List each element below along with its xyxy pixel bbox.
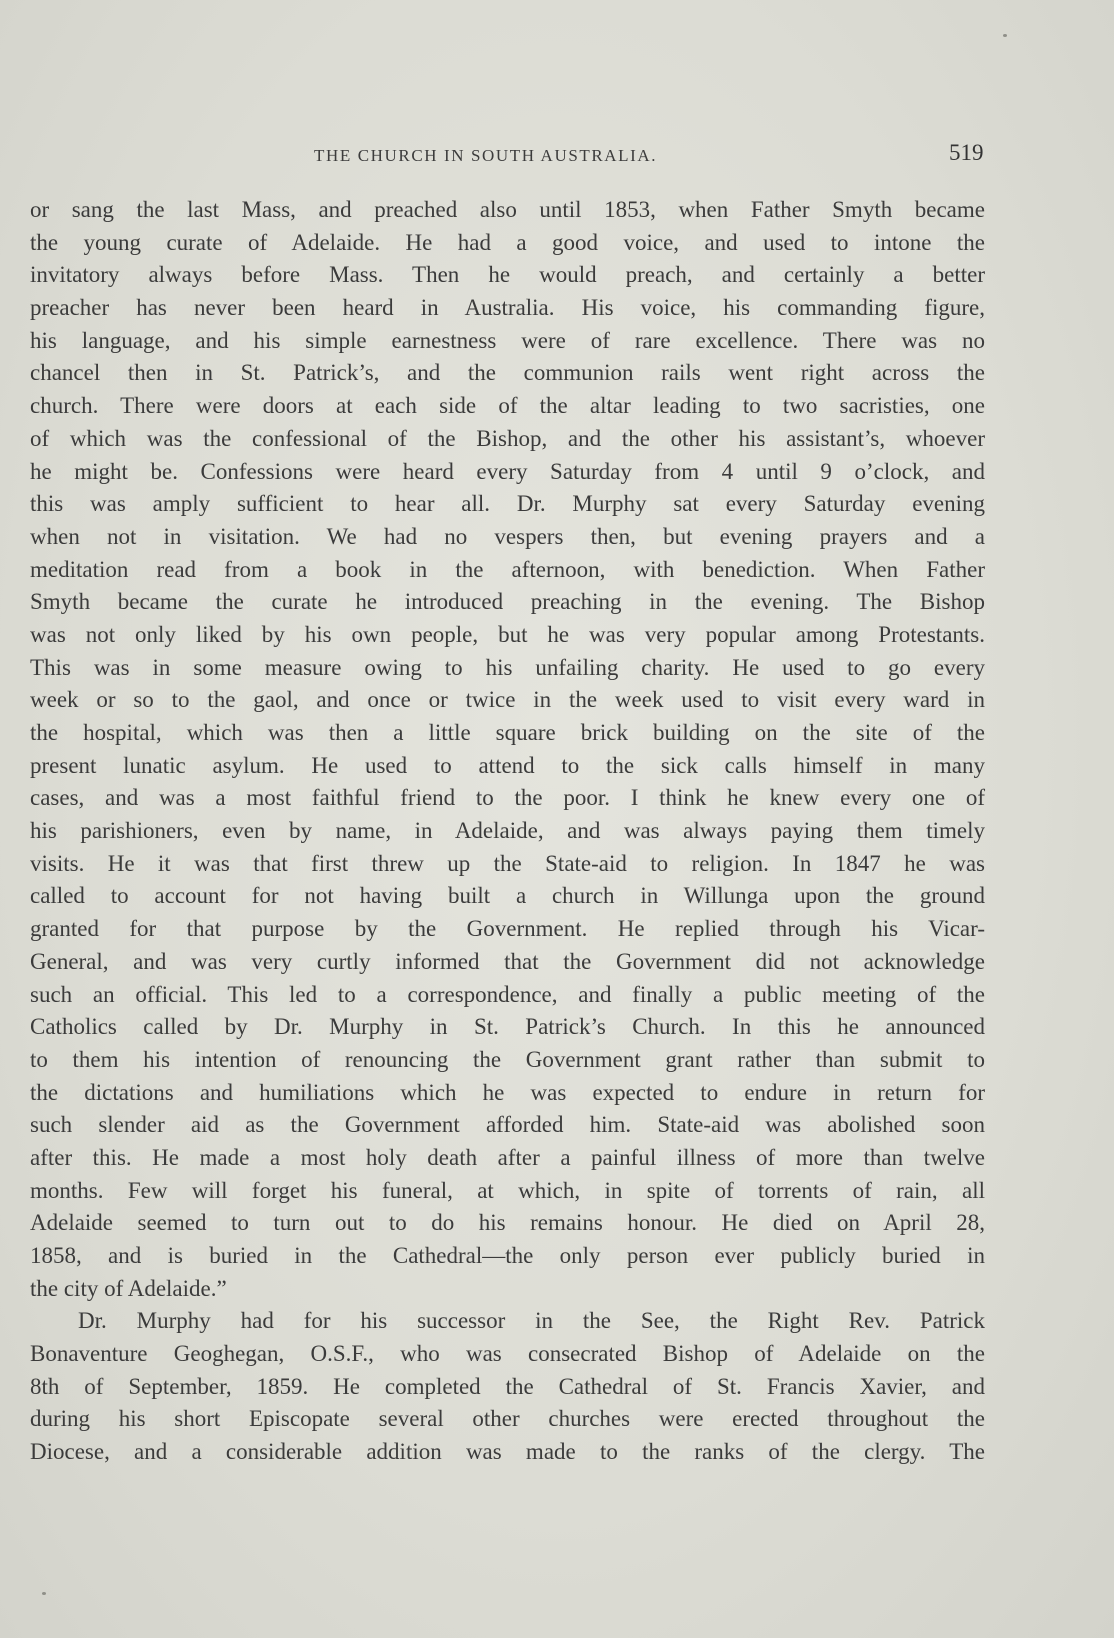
- text-line: chancel then in St. Patrick’s, and the communion rails went right across the: [30, 360, 985, 386]
- text-line: cases, and was a most faithful friend to the poor. I think he knew every one of: [30, 785, 985, 811]
- text-line: Catholics called by Dr. Murphy in St. Patrick’s Church. In this he announced: [30, 1014, 985, 1040]
- text-line: such an official. This led to a correspondence, and finally a public meeting of the: [30, 981, 985, 1007]
- body-text: [30, 194, 985, 1469]
- text-line: present lunatic asylum. He used to attend to the sick calls himself in many: [30, 752, 985, 778]
- text-line: his parishioners, even by name, in Adelaide, and was always paying them timely: [30, 818, 985, 844]
- text-line: this was amply sufficient to hear all. Dr. Murphy sat every Saturday evening: [30, 491, 985, 517]
- text-line: General, and was very curtly informed that the Government did not acknowledge: [30, 948, 985, 974]
- paper-speck: [1003, 34, 1007, 37]
- running-title: THE CHURCH IN SOUTH AUSTRALIA.: [314, 146, 658, 165]
- text-line: was not only liked by his own people, but he was very popular among Protestants.: [30, 621, 985, 647]
- text-line: his language, and his simple earnestness were of rare excellence. There was no: [30, 327, 985, 353]
- text-line: week or so to the gaol, and once or twice in the week used to visit every ward in: [30, 687, 985, 713]
- text-line: Bonaventure Geoghegan, O.S.F., who was consecrated Bishop of Adelaide on the: [30, 1341, 985, 1367]
- text-line: the hospital, which was then a little square brick building on the site of the: [30, 720, 985, 745]
- text-line: months. Few will forget his funeral, at which, in spite of torrents of rain, all: [30, 1177, 985, 1203]
- paragraph: [30, 194, 985, 1305]
- text-line: 8th of September, 1859. He completed the Cathedral of St. Francis Xavier, and: [30, 1373, 985, 1399]
- text-line: the city of Adelaide.”: [30, 1275, 227, 1301]
- text-line: Adelaide seemed to turn out to do his remains honour. He died on April 28,: [30, 1210, 985, 1236]
- text-line: after this. He made a most holy death after a painful illness of more than twelve: [30, 1144, 985, 1170]
- text-line: called to account for not having built a church in Willunga upon the ground: [30, 883, 985, 909]
- text-line: or sang the last Mass, and preached also until 1853, when Father Smyth became: [30, 197, 985, 222]
- text-line: church. There were doors at each side of the altar leading to two sacristies, one: [30, 393, 985, 419]
- text-line: granted for that purpose by the Government. He replied through his Vicar-: [30, 916, 985, 942]
- text-line: the young curate of Adelaide. He had a good voice, and used to intone the: [30, 229, 985, 255]
- text-line: preacher has never been heard in Australia. His voice, his commanding figure,: [30, 295, 985, 321]
- text-line: This was in some measure owing to his unfailing charity. He used to go every: [30, 654, 985, 680]
- running-header: [0, 140, 1114, 174]
- text-line: of which was the confessional of the Bishop, and the other his assistant’s, whoever: [30, 425, 985, 451]
- text-line: when not in visitation. We had no vespers then, but evening prayers and a: [30, 523, 985, 549]
- text-line: the dictations and humiliations which he was expected to endure in return for: [30, 1079, 985, 1105]
- text-line: Dr. Murphy had for his successor in the See, the Right Rev. Patrick: [78, 1308, 985, 1334]
- text-line: 1858, and is buried in the Cathedral—the only person ever publicly buried in: [30, 1243, 985, 1268]
- page-number: 519: [949, 140, 984, 165]
- paper-speck: [42, 1592, 46, 1595]
- text-line: meditation read from a book in the afternoon, with benediction. When Father: [30, 556, 985, 582]
- text-line: Smyth became the curate he introduced preaching in the evening. The Bishop: [30, 589, 985, 615]
- text-line: during his short Episcopate several other churches were erected throughout the: [30, 1406, 985, 1432]
- text-line: visits. He it was that first threw up the State-aid to religion. In 1847 he was: [30, 850, 985, 876]
- text-line: he might be. Confessions were heard every Saturday from 4 until 9 o’clock, and: [30, 458, 985, 484]
- text-line: to them his intention of renouncing the Government grant rather than submit to: [30, 1046, 985, 1072]
- text-line: Diocese, and a considerable addition was made to the ranks of the clergy. The: [30, 1439, 985, 1465]
- paragraph: [30, 1305, 985, 1468]
- text-line: invitatory always before Mass. Then he would preach, and certainly a better: [30, 262, 985, 288]
- text-line: such slender aid as the Government afforded him. State-aid was abolished soon: [30, 1112, 985, 1138]
